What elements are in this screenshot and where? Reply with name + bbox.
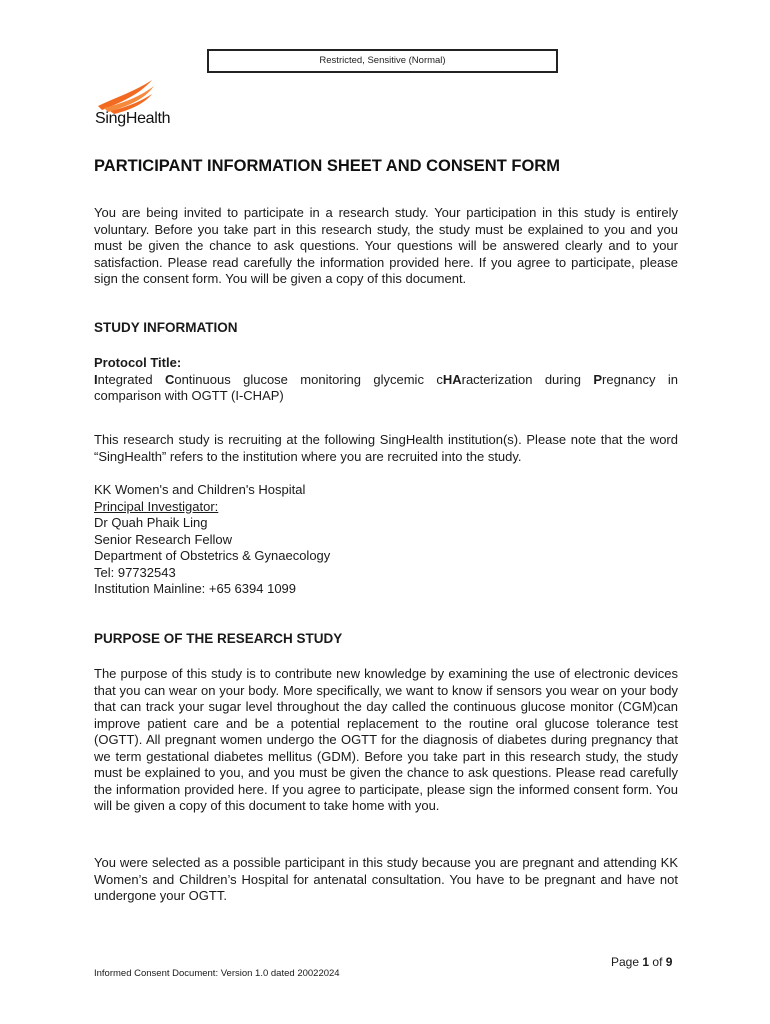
pi-label: Principal Investigator: [94,498,219,514]
document-version: Informed Consent Document: Version 1.0 dated 20022024 [94,968,340,979]
intro-paragraph: You are being invited to participate in a research study. Your participation in this study is entirely voluntary. Before you take part in this research study, the study must be explained to you and you must be given the chance to ask questions. Your questions will be answered clearly and to your satisfaction. Please read carefully the information provided here. If you agree to participate, please sign the consent form. You will be given a copy of this document. [94,205,678,286]
purpose-paragraph: The purpose of this study is to contribute new knowledge by examining the use of electronic devices that you can wear on your body. More specifically, we want to know if sensors you wear on your body that can track your sugar level throughout the day called the continuous glucose monitor (CGM)can improve patient care and be a potential replacement to the routine oral glucose tolerance test (OGTT). All pregnant women undergo the OGTT for the diagnosis of diabetes during pregnancy that we term gestational diabetes mellitus (GDM). Before you take part in this research study, the study must be explained to you, and you must be given the chance to ask questions. Please read carefully the information provided here. If you agree to participate, please sign the informed consent form. You will be given a copy of this document to take home with you. [94,666,678,813]
selection-paragraph: You were selected as a possible participant in this study because you are pregnant and attending KK Women’s and Children’s Hospital for antenatal consultation. You have to be pregnant and have not undergone your OGTT. [94,855,678,903]
pi-name: Dr Quah Phaik Ling [94,515,208,530]
recruiting-paragraph: This research study is recruiting at the following SingHealth institution(s). Please note that the word “SingHealth” refers to the institution where you are recruited into the study. [94,432,678,464]
protocol-title: Integrated Continuous glucose monitoring glycemic cHAracterization during Pregnancy in comparison with OGTT (I-CHAP) [94,371,678,403]
institution-name: KK Women's and Children's Hospital [94,482,306,497]
logo-text: SingHealth [95,110,171,127]
page-number: Page 1 of 9 [611,955,673,969]
protocol-label: Protocol Title: [94,355,182,370]
classification-banner: Restricted, Sensitive (Normal) [207,49,558,73]
pi-telephone: Tel: 97732543 [94,564,176,580]
institution-mainline: Institution Mainline: +65 6394 1099 [94,581,297,596]
study-information-heading: STUDY INFORMATION [94,320,238,335]
page-title: PARTICIPANT INFORMATION SHEET AND CONSENT FORM [94,157,560,175]
pi-department: Department of Obstetrics & Gynaecology [94,548,331,563]
purpose-heading: PURPOSE OF THE RESEARCH STUDY [94,631,343,646]
pi-title: Senior Research Fellow [94,531,233,547]
